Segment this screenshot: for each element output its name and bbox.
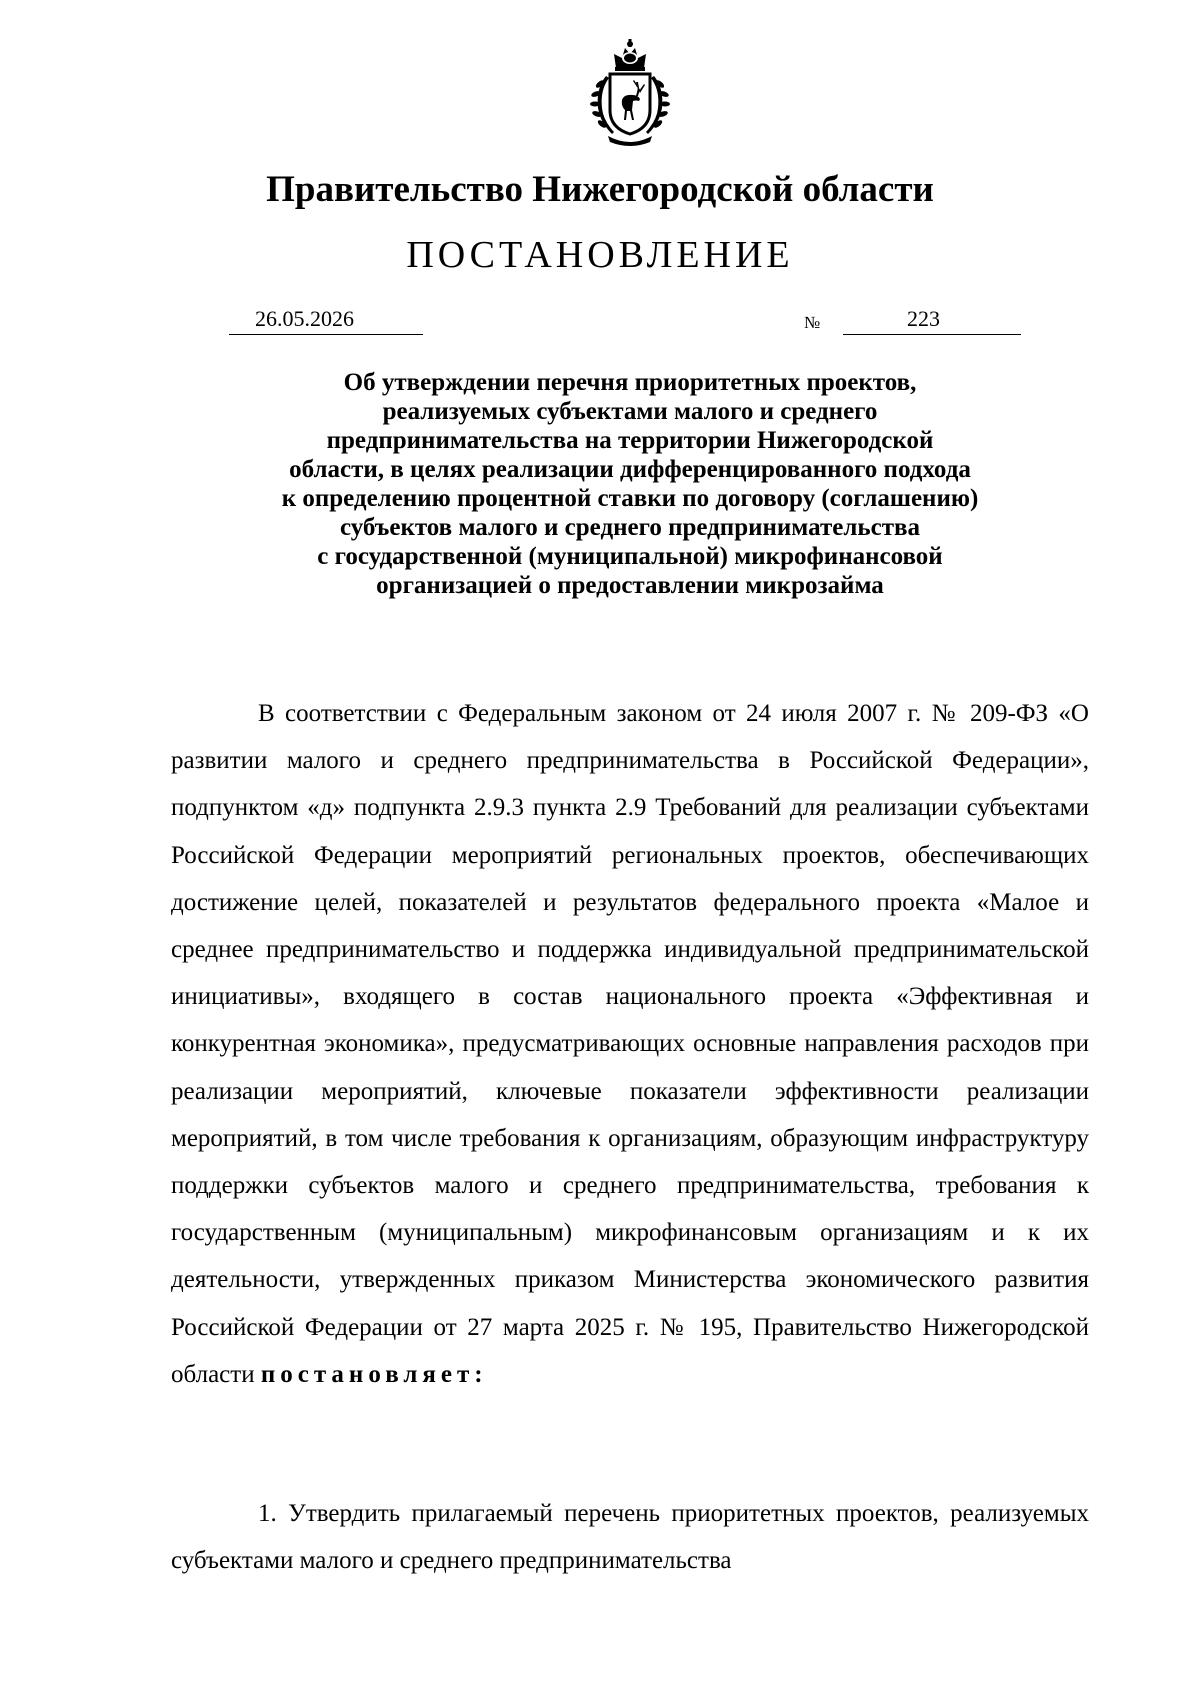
- document-date: 26.05.2026: [255, 306, 354, 331]
- document-date-field: [229, 304, 423, 335]
- decree-word: постановляет:: [260, 1360, 488, 1388]
- preamble-text: В соответствии с Федеральным законом от 24 июля 2007 г. № 209-ФЗ «О развитии малого и среднего предпринимательства в Российской Федерации», подпунктом «д» подпункта 2.9.3 пункта 2.9 Требований для реализации субъектами Российской Федерации мероприятий региональных проектов, обеспечивающих достижение целей, показателей и результатов федерального проекта «Малое и среднее предпринимательство и поддержка индивидуальной предпринимательской инициативы», входящего в состав национального проекта «Эффективная и конкурентная экономика», предусматривающих основные направления расходов при реализации мероприятий, ключевые показатели эффективности реализации мероприятий, в том числе требования к организациям, образующим инфраструктуру поддержки субъектов малого и среднего предпринимательства, требования к государственным (муниципальным) микрофинансовым организациям и к их деятельности, утвержденных приказом Министерства экономического развития Российской Федерации от 27 марта 2025 г. № 195, Правительство Нижегородской области: [171, 700, 1089, 1388]
- subject-line: организацией о предоставлении микрозайма: [376, 572, 884, 599]
- document-number: 223: [907, 306, 940, 331]
- document-number-field: [843, 304, 1021, 335]
- subject-line: с государственной (муниципальной) микрофинансовой: [317, 543, 943, 570]
- subject-line: к определению процентной ставки по договору (соглашению): [281, 485, 979, 512]
- document-subject: [190, 368, 1070, 600]
- subject-line: реализуемых субъектами малого и среднего: [382, 398, 878, 425]
- coat-of-arms-icon: [578, 38, 682, 148]
- preamble-paragraph: [171, 690, 1089, 1398]
- document-type-title: ПОСТАНОВЛЕНИЕ: [406, 234, 794, 276]
- government-title: Правительство Нижегородской области: [266, 169, 934, 210]
- number-sign-label: №: [804, 313, 821, 332]
- subject-line: субъектов малого и среднего предпринимательства: [339, 514, 921, 541]
- subject-line: Об утверждении перечня приоритетных проектов,: [343, 369, 917, 396]
- item-1-paragraph: 1. Утвердить прилагаемый перечень приоритетных проектов, реализуемых субъектами малого и среднего предпринимательства: [171, 1500, 1089, 1575]
- subject-line: области, в целях реализации дифференцированного подхода: [289, 456, 971, 483]
- subject-line: предпринимательства на территории Нижегородской: [326, 427, 934, 454]
